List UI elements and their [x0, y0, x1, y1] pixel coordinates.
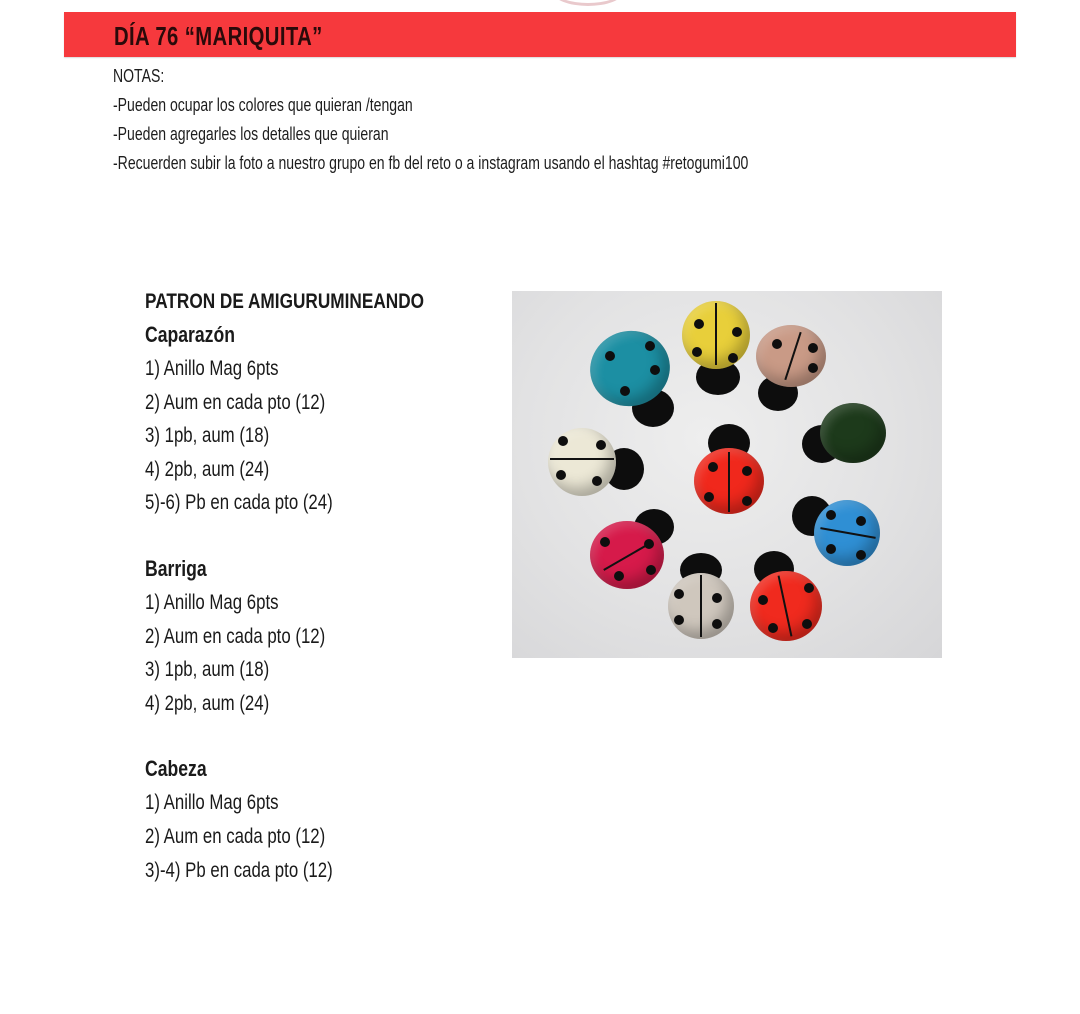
logo-fragment	[553, 0, 623, 6]
note-line: -Pueden ocupar los colores que quieran /tengan	[113, 95, 413, 115]
pattern-step: 2) Aum en cada pto (12)	[145, 390, 326, 414]
section-title: Caparazón	[145, 322, 235, 347]
ladybug-silver	[668, 553, 748, 648]
section-cabeza	[145, 752, 485, 887]
pattern-title: PATRON DE AMIGURUMINEANDO	[145, 290, 425, 313]
notes-title: NOTAS:	[113, 66, 165, 86]
section-barriga	[145, 552, 485, 720]
pattern-step: 1) Anillo Mag 6pts	[145, 590, 279, 614]
ladybug-yellow	[682, 301, 762, 396]
pattern-step: 1) Anillo Mag 6pts	[145, 791, 279, 815]
pattern-step: 1) Anillo Mag 6pts	[145, 357, 279, 380]
pattern-step: 3)-4) Pb en cada pto (12)	[145, 858, 333, 882]
ladybug-red-bottom	[748, 551, 838, 646]
section-title: Cabeza	[145, 756, 207, 782]
pattern-step: 5)-6) Pb en cada pto (24)	[145, 491, 333, 515]
pattern-step: 2) Aum en cada pto (12)	[145, 624, 326, 648]
ladybug-red-center	[694, 424, 774, 519]
section-caparazon	[145, 318, 485, 520]
pattern-block	[145, 286, 485, 919]
pattern-step: 4) 2pb, aum (24)	[145, 457, 270, 481]
pattern-step: 3) 1pb, aum (18)	[145, 658, 270, 682]
pattern-step: 4) 2pb, aum (24)	[145, 691, 270, 715]
pattern-step: 2) Aum en cada pto (12)	[145, 824, 326, 848]
section-title: Barriga	[145, 555, 207, 581]
page-title: DÍA 76 “MARIQUITA”	[114, 21, 323, 51]
pattern-step: 3) 1pb, aum (18)	[145, 424, 270, 448]
ladybug-green	[802, 403, 892, 473]
note-line: -Recuerden subir la foto a nuestro grupo en fb del reto o a instagram usando el hashtag #retogumi100	[113, 153, 749, 173]
notes-block	[113, 62, 928, 178]
ladybug-teal	[590, 331, 690, 431]
ladybug-cream	[548, 428, 648, 503]
ladybugs-photo	[512, 291, 942, 658]
note-line: -Pueden agregarles los detalles que quieran	[113, 124, 389, 144]
header-bar	[64, 12, 1016, 57]
